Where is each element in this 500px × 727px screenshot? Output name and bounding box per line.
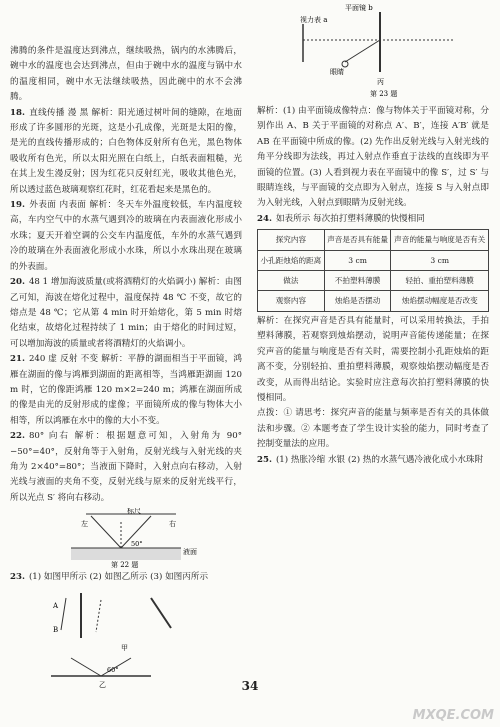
q24-number: 24. xyxy=(257,213,272,224)
page-number: 34 xyxy=(241,679,259,693)
table-row xyxy=(258,271,489,291)
left-column xyxy=(10,44,242,690)
svg-text:左: 左 xyxy=(81,520,88,529)
q24-tip: 点拨：① 请思考：探究声音的能量与频率是否有关的具体做法和步骤。② 本题考查了学生设计实验的能力，同时考查了控制变量法的应用。 xyxy=(257,408,489,450)
q22-answer xyxy=(10,429,242,506)
svg-text:B: B xyxy=(53,625,59,634)
q21-number: 21. xyxy=(10,354,25,365)
q23-text: (1) 如图甲所示 (2) 如图乙所示 (3) 如图丙所示 xyxy=(28,572,209,583)
svg-text:丙: 丙 xyxy=(377,78,384,86)
table-cell: 做法 xyxy=(258,271,325,291)
q24-heading xyxy=(257,212,489,227)
q24-explanation: 解析：在探究声音是否具有能量时，可以采用转换法，手拍塑料薄膜，若观察到烛焰摆动，说明声音能传递能量；在探究声音的能量与响度是否有关时，需要控制小孔距烛焰的距离不变，分别轻拍、重拍塑料薄膜，观察烛焰摆动幅度是否改变，从而得出结论。实验时应注意每次拍打塑料薄膜的快慢相同。 xyxy=(257,315,489,403)
q18-answer xyxy=(10,106,242,198)
table-cell: 轻拍、重拍塑料薄膜 xyxy=(391,271,489,291)
table-cell: 烛焰摆动幅度是否改变 xyxy=(391,291,489,311)
q23-continued: 解析：(1) 由平面镜成像特点：像与物体关于平面镜对称，分别作出 A、B 关于平面镜的对称点 A′、B′，连接 A′B′ 就是 AB 在平面镜中所成的像。(2) 先作出反射光线与入射光线的角平分线即为法线，再过入射点作垂直于法线的直线即为平面镜的位置。(3) 人看到视力表在平面镜中的像 S′，过 S′ 与眼睛连线，与平面镜的交点即为入射点，连接 S 与入射点即为入射光线，入射点到眼睛为反射光线。 xyxy=(257,106,489,209)
figure-23-bing xyxy=(285,2,485,102)
svg-text:甲: 甲 xyxy=(121,643,128,652)
svg-text:乙: 乙 xyxy=(99,680,106,688)
q20-answer xyxy=(10,275,242,352)
q19-text: 外表面 内表面 解析：冬天车外温度较低，车内温度较高，车内空气中的水蒸气遇到冷的玻璃在内表面液化形成小水珠；夏天开着空调的公交车内温度低，车外的水蒸气遇到冷的玻璃在外表面液化形成小水珠，所以小水珠出现在玻璃的外表面。 xyxy=(10,200,242,272)
q21-text: 240 虚 反射 不变 解析：平静的湖面相当于平面镜，鸿雁在湖面的像与鸿雁到湖面的距离相等，当鸿雁距湖面 120 m 时，它的像距鸿雁 120 m×2=240 m；鸿雁在湖面所成的像是由光的反射形成的虚像；平面镜所成的像与物体大小相等，所以鸿雁在水中的像的大小不变。 xyxy=(10,354,242,426)
table-row xyxy=(258,291,489,311)
q18-number: 18. xyxy=(10,107,25,118)
fig22-ruler-label: 标尺 xyxy=(127,508,141,516)
table-cell: 3 cm xyxy=(324,250,391,270)
svg-text:A: A xyxy=(53,601,59,610)
table-cell: 小孔距烛焰的距离 xyxy=(258,250,325,270)
svg-text:眼睛: 眼睛 xyxy=(330,68,344,76)
q19-answer xyxy=(10,198,242,275)
table-header: 探究内容 xyxy=(258,230,325,250)
watermark-logo: MXQE.COM xyxy=(412,708,494,723)
table-header: 声音的能量与响度是否有关 xyxy=(391,230,489,250)
fig22-caption: 第 22 题 xyxy=(111,561,139,569)
table-cell: 烛焰是否摆动 xyxy=(324,291,391,311)
q22-text: 80° 向右 解析：根据题意可知，入射角为 90°−50°=40°，反射角等于入射角，反射光线与入射光线的夹角为 2×40°=80°；当液面下降时，入射点向右移动，入射光线与液面的夹角不变，反射光线与原来的反射光线平行，所以光点 S′ 将向右移动。 xyxy=(10,431,242,503)
figure-22 xyxy=(51,508,201,568)
svg-text:60°: 60° xyxy=(107,665,119,674)
table-row xyxy=(258,250,489,270)
q24-head-text: 如表所示 每次拍打塑料薄膜的快慢相同 xyxy=(275,213,425,224)
svg-text:平面镜 b: 平面镜 b xyxy=(345,4,373,12)
q23-number: 23. xyxy=(10,572,25,583)
table-cell: 不拍塑料薄膜 xyxy=(324,271,391,291)
svg-text:右: 右 xyxy=(169,520,176,529)
table-header-row xyxy=(258,230,489,250)
right-column xyxy=(257,104,489,468)
svg-text:液面: 液面 xyxy=(183,548,197,557)
q25-text: (1) 热胀冷缩 水银 (2) 热的水蒸气遇冷液化成小水珠附 xyxy=(275,454,484,465)
q21-answer xyxy=(10,352,242,429)
svg-text:视力表 a: 视力表 a xyxy=(300,16,328,24)
svg-text:50°: 50° xyxy=(131,540,143,549)
table-header: 声音是否具有能量 xyxy=(324,230,391,250)
q20-number: 20. xyxy=(10,277,25,288)
q18-text: 直线传播 漫 黑 解析：阳光通过树叶间的缝隙，在地面形成了许多圆形的光斑，这是小孔成像，光斑是太阳的像，是光的直线传播形成的；白色物体反射所有色光，黑色物体吸收所有色光，所以太阳光照在白纸上，白纸表面粗糙，光在其上发生漫反射；因为红花只反射红光，吸收其他色光，所以透过蓝色玻璃观察红花时，红花看起来是黑色的。 xyxy=(10,107,242,195)
q25-number: 25. xyxy=(257,454,272,465)
table-cell: 观察内容 xyxy=(258,291,325,311)
q25-answer xyxy=(257,453,489,468)
q19-number: 19. xyxy=(10,200,25,211)
svg-text:第 23 题: 第 23 题 xyxy=(370,90,398,98)
q23-answer xyxy=(10,570,242,585)
q22-number: 22. xyxy=(10,431,25,442)
q20-text: 48 1 增加海波质量(或将酒精灯的火焰调小) 解析：由图乙可知，海波在熔化过程中，温度保持 48 ℃ 不变，故它的熔点是 48 ℃；它从第 4 min 时开始熔化，第 5 min 时熔化结束，故熔化过程持续了 1 min；由于熔化的时间过短，可以增加海波的质量或者将酒精灯的火焰调小。 xyxy=(10,277,242,349)
q24-table xyxy=(257,229,489,312)
intro-paragraph: 沸腾的条件是温度达到沸点，继续吸热，锅内的水沸腾后，碗中水的温度也会达到沸点，但由于碗中水的温度与锅中水的温度相同，碗中水无法继续吸热，因此碗中的水不会沸腾。 xyxy=(10,46,242,103)
table-cell: 3 cm xyxy=(391,250,489,270)
figure-23-left xyxy=(31,588,221,688)
